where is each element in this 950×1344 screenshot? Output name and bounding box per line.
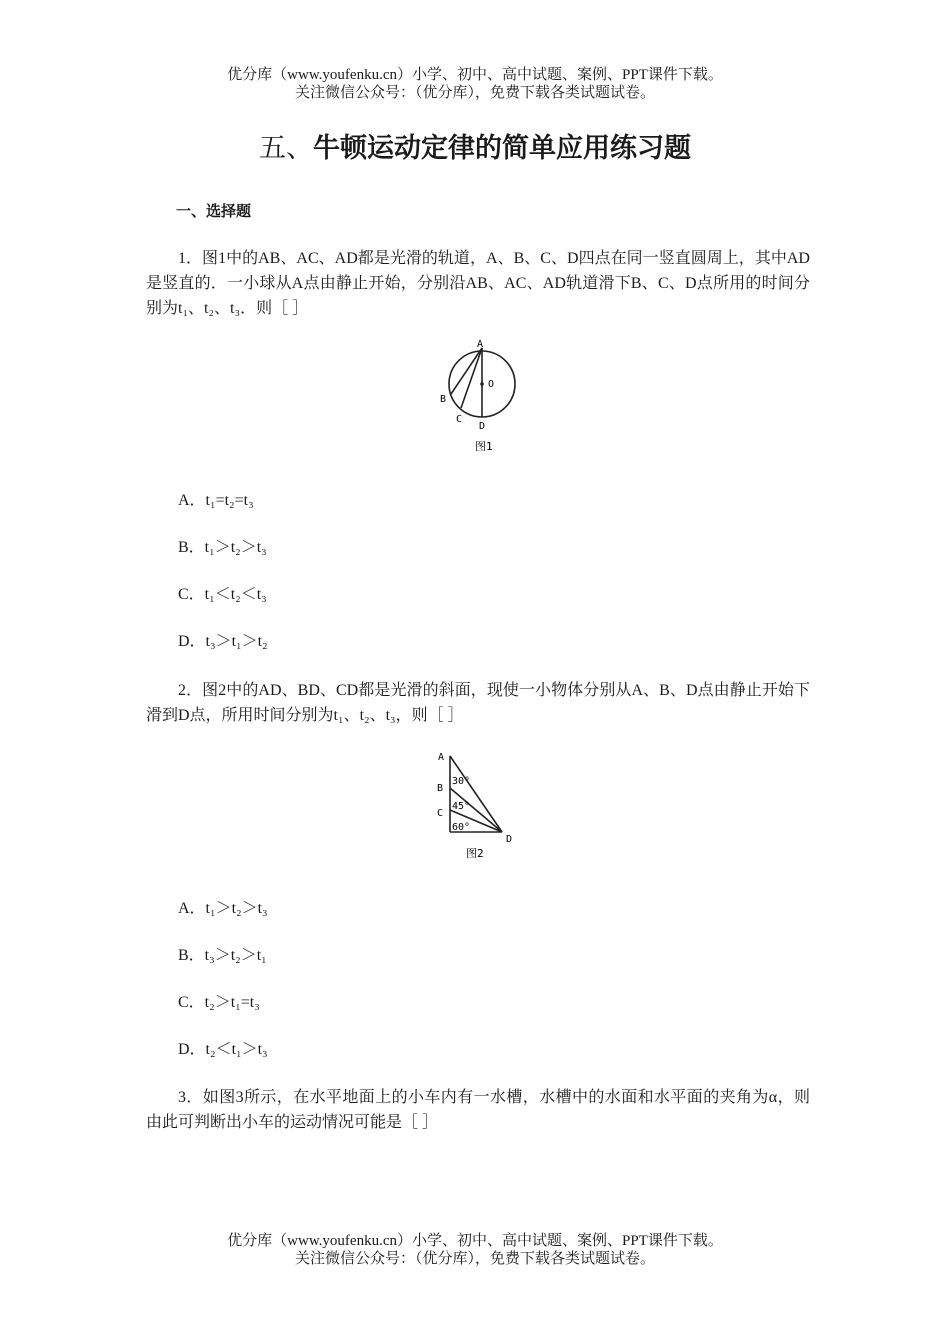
title-prefix: 五、 — [259, 133, 313, 163]
q2-option-a[interactable]: A．t₁＞t₂＞t₃ — [178, 900, 268, 917]
question-2-stem: 2．图2中的AD、BD、CD都是光滑的斜面，现使一小物体分别从A、B、D点由静止开始下滑到D点，所用时间分别为t₁、t₂、t₃，则［ ］ — [146, 682, 810, 724]
q1-option-a[interactable]: A．t₁=t₂=t₃ — [178, 492, 254, 509]
footer-line-1: 优分库（www.youfenku.cn）小学、初中、高中试题、案例、PPT课件下载。 — [227, 1233, 723, 1249]
label-A: A — [438, 752, 445, 763]
q1-option-d[interactable]: D．t₃＞t₁＞t₂ — [178, 633, 268, 650]
question-3-stem: 3．如图3所示，在水平地面上的小车内有一水槽，水槽中的水面和水平面的夹角为α，则由此可判断出小车的运动情况可能是［ ］ — [146, 1089, 810, 1131]
label-B: B — [437, 783, 444, 794]
q2-option-d[interactable]: D．t₂＜t₁＞t₃ — [178, 1041, 268, 1058]
label-C: C — [456, 414, 463, 425]
question-1-stem: 1．图1中的AB、AC、AD都是光滑的轨道，A、B、C、D四点在同一竖直圆周上，其中AD是竖直的．一小球从A点由静止开始，分别沿AB、AC、AD轨道滑下B、C、D点所用的时间分别为t₁、t₂、t₃．则［ ］ — [146, 250, 810, 317]
q1-option-b[interactable]: B．t₁＞t₂＞t₃ — [178, 539, 267, 556]
footer-line-2: 关注微信公众号：（优分库），免费下载各类试题试卷。 — [294, 1251, 655, 1267]
figure-1-caption: 图1 — [475, 440, 493, 453]
label-D: D — [506, 834, 513, 845]
page-title — [0, 130, 950, 166]
q2-option-c[interactable]: C．t₂＞t₁=t₃ — [178, 994, 260, 1011]
center-point — [480, 382, 484, 386]
q2-option-b[interactable]: B．t₃＞t₂＞t₁ — [178, 947, 267, 964]
figure-2-caption: 图2 — [466, 847, 484, 860]
page-footer — [0, 1232, 950, 1268]
label-B: B — [440, 394, 447, 405]
label-O: O — [488, 379, 495, 390]
angle-30: 30° — [452, 776, 471, 787]
page-header — [0, 66, 950, 102]
angle-45: 45° — [452, 801, 471, 812]
header-line-1: 优分库（www.youfenku.cn）小学、初中、高中试题、案例、PPT课件下载。 — [227, 67, 723, 83]
label-D: D — [479, 421, 486, 432]
label-C: C — [437, 808, 444, 819]
header-line-2: 关注微信公众号：（优分库），免费下载各类试题试卷。 — [294, 85, 655, 101]
figure-2-incline-diagram — [432, 746, 522, 866]
title-main: 牛顿运动定律的简单应用练习题 — [313, 133, 691, 163]
label-A: A — [477, 339, 484, 350]
figure-1-circle-diagram — [436, 336, 526, 460]
q1-option-c[interactable]: C．t₁＜t₂＜t₃ — [178, 586, 267, 603]
section-heading: 一、选择题 — [176, 202, 252, 220]
angle-60: 60° — [452, 822, 471, 833]
